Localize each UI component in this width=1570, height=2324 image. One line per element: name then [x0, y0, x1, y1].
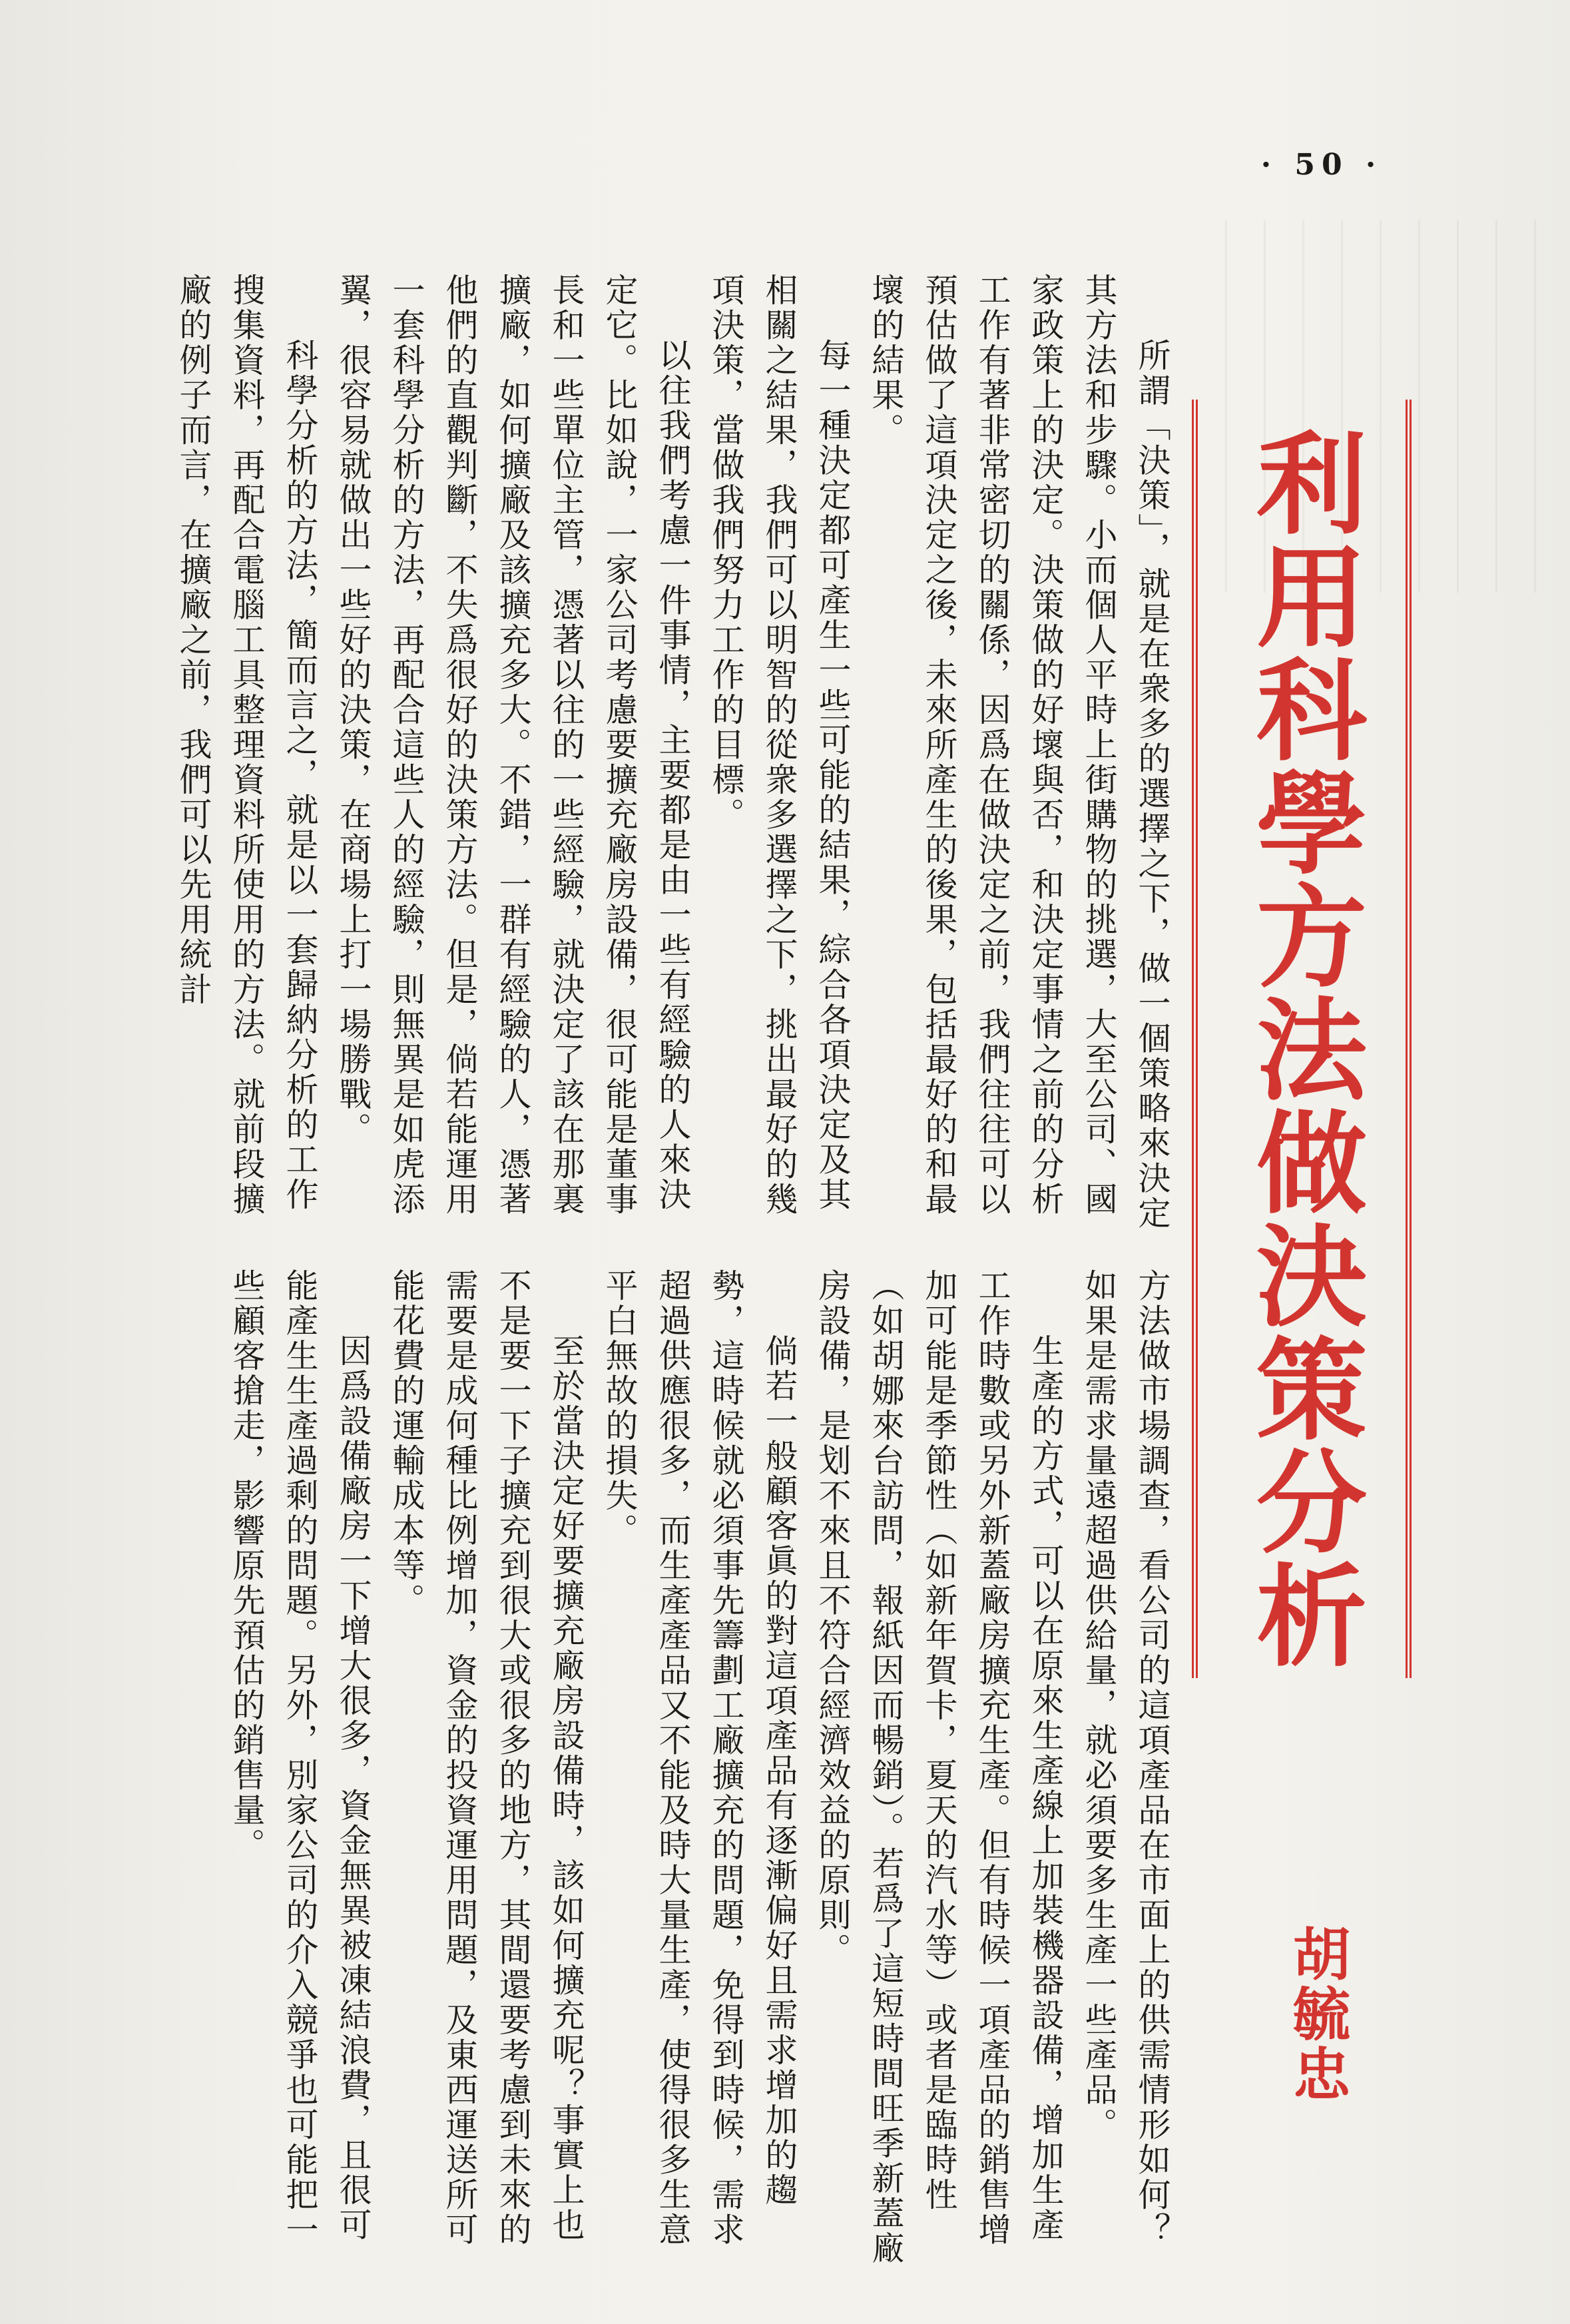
paragraph-1: 所謂「決策」，就是在衆多的選擇之下，做一個策略來決定其方法和步驟。小而個人平時上街購物的挑選，大至公司、國家政策上的決定。決策做的好壞與否，和決定事情之前的分析工作有著非常密切的關係，因爲在做決定之前，我們往往可以預估做了這項決定之後，未來所產生的後果，包括最好的和最壞的結果。	[867, 273, 1171, 1231]
body-text-bottom	[60, 1269, 1178, 2267]
article-title: 利用科學方法做決策分析	[1238, 426, 1366, 1671]
paragraph-9: 因爲設備廠房一下增大很多，資金無異被凍結浪費，且很可能產生生產過剩的問題。另外，別家公司的介入競爭也可能把一些顧客搶走，影響原先預估的銷售量。	[228, 1269, 372, 2247]
paragraph-7: 倘若一般顧客眞的對這項產品有逐漸偏好且需求增加的趨勢，這時候就必須事先籌劃工廠擴充的問題，免得到時候，需求超過供應很多，而生產產品又不能及時大量生產，使得很多生意平白無故的損失。	[601, 1269, 798, 2247]
author-name: 胡毓忠	[1283, 1924, 1350, 2104]
body-text-top	[60, 273, 1178, 1245]
page-number: · 50 ·	[1260, 148, 1383, 182]
title-frame	[1192, 400, 1412, 1678]
paragraph-5: 方法做市場調查，看公司的這項產品在市面上的供需情形如何？如果是需求量遠超過供給量，就必須要多生產一些產品。	[1080, 1269, 1171, 2247]
paragraph-4: 科學分析的方法，簡而言之，就是以一套歸納分析的工作搜集資料，再配合電腦工具整理資料所使用的方法。就前段擴廠的例子而言，在擴廠之前，我們可以先用統計	[174, 273, 319, 1217]
paragraph-2: 每一種決定都可產生一些可能的結果，綜合各項決定及其相關之結果，我們可以明智的從衆多選擇之下，挑出最好的幾項決策，當做我們努力工作的目標。	[707, 273, 852, 1217]
paragraph-6: 生產的方式，可以在原來生產線上加裝機器設備，增加生產工作時數或另外新蓋廠房擴充生產。但有時候一項產品的銷售增加可能是季節性（如新年賀卡，夏天的汽水等）或者是臨時性（如胡娜來台訪問，報紙因而暢銷）。若爲了這短時間旺季新蓋廠房設備，是划不來且不符合經濟效益的原則。	[814, 1269, 1065, 2266]
paragraph-8: 至於當決定好要擴充廠房設備時，該如何擴充呢？事實上也不是要一下子擴充到很大或很多的地方，其間還要考慮到未來的需要是成何種比例增加，資金的投資運用問題，及東西運送所可能花費的運輸成本等。	[388, 1269, 585, 2247]
paragraph-3: 以往我們考慮一件事情，主要都是由一些有經驗的人來決定它。比如說，一家公司考慮要擴充廠房設備，很可能是董事長和一些單位主管，憑著以往的一些經驗，就決定了該在那裏擴廠，如何擴廠及該擴充多大。不錯，一群有經驗的人，憑著他們的直觀判斷，不失爲很好的決策方法。但是，倘若能運用一套科學分析的方法，再配合這些人的經驗，則無異是如虎添翼，很容易就做出一些好的決策，在商場上打一場勝戰。	[334, 273, 692, 1217]
